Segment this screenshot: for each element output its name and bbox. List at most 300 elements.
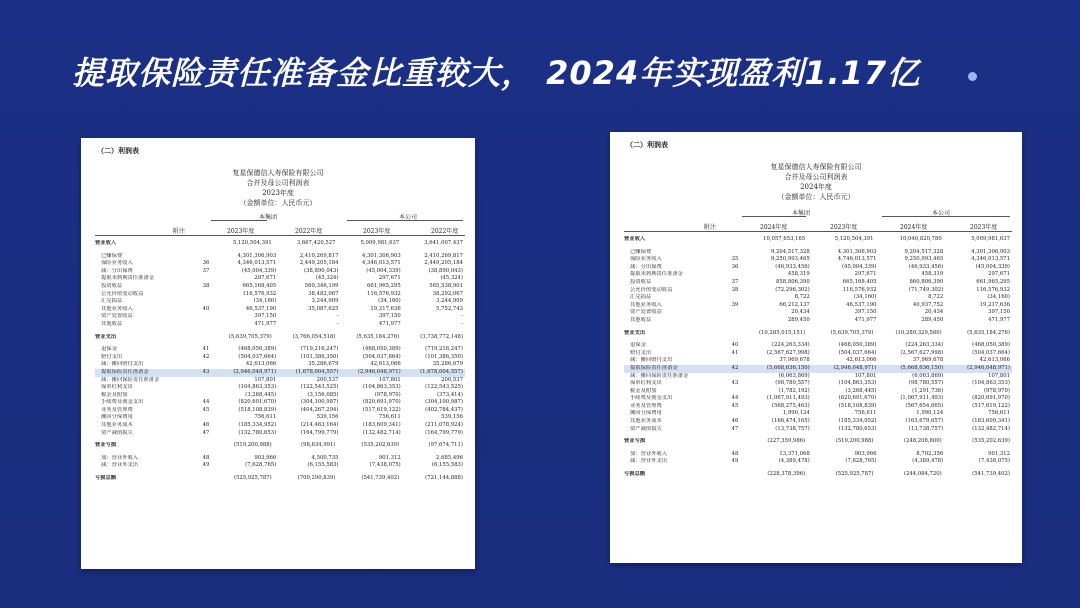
row-value: 9,250,993,465: [904, 256, 944, 263]
row-label: 其他业务成本: [630, 418, 662, 425]
row-value: 901,312: [378, 454, 401, 461]
row-label: 其他业务收入: [630, 301, 662, 308]
row-label: 投资收益: [101, 282, 123, 289]
report-year: 2023年度: [262, 189, 294, 197]
decorative-dot: [968, 72, 977, 81]
row-value: 4,301,306,903: [361, 252, 401, 259]
row-value: (6,155,583): [307, 462, 339, 469]
row-note: [725, 317, 745, 325]
income-table: [624, 236, 1012, 479]
row-value: (518,108,839): [238, 406, 277, 413]
row-value: (5,635,184,276): [967, 329, 1010, 336]
row-label: 业务及管理费: [101, 406, 133, 413]
section-heading: （二）利润表: [97, 147, 139, 155]
row-label: 营业支出: [95, 333, 117, 340]
row-value: (163,679,657): [905, 418, 944, 425]
row-value: (71,749,302): [908, 286, 944, 293]
row-value: (468,050,389): [238, 346, 277, 353]
company-label: 本公司: [399, 214, 418, 221]
row-label: 减：摊回赔付支出: [101, 361, 144, 368]
table-row: [624, 342, 1012, 350]
table-row: [95, 369, 465, 377]
row-value: (404,267,294): [300, 406, 339, 413]
row-value: (72,296,302): [775, 286, 810, 293]
row-value: (504,037,664): [972, 349, 1010, 356]
row-value: 471,977: [854, 316, 877, 323]
row-value: 903,966: [854, 450, 877, 457]
amount-unit: （金额单位：人民币元）: [239, 199, 317, 207]
row-value: 5,752,743: [436, 305, 463, 312]
row-value: (2,946,048,971): [833, 364, 877, 371]
row-value: (185,334,952): [238, 422, 277, 429]
row-value: 297,671: [378, 275, 401, 282]
col-header: 2023年度: [227, 228, 255, 235]
row-label: 提取保险责任准备金: [101, 368, 149, 375]
row-note: [196, 392, 216, 400]
row-value: 756,611: [988, 410, 1010, 417]
row-value: (519,200,988): [835, 438, 874, 445]
row-value: 297,671: [988, 271, 1010, 278]
row-note: [725, 410, 745, 418]
row-value: (34,160): [253, 298, 277, 305]
row-value: 4,301,306,903: [971, 248, 1010, 255]
row-value: 116,576,932: [976, 286, 1010, 293]
row-note: [190, 334, 210, 342]
row-value: 107,801: [854, 372, 877, 379]
row-value: 200,537: [316, 376, 339, 383]
row-value: 1,990,124: [916, 410, 944, 417]
row-value: (211,078,924): [425, 422, 463, 429]
row-value: (183,609,341): [972, 418, 1010, 425]
row-value: (2,567,627,998): [900, 349, 944, 356]
row-note: 39: [731, 301, 739, 308]
row-value: 471,977: [254, 320, 277, 327]
row-label: 业务及管理费: [630, 402, 662, 409]
row-value: (6,063,869): [912, 372, 944, 379]
table-row: [95, 334, 465, 342]
row-value: 4,301,306,903: [837, 248, 877, 255]
row-value: (700,290,839): [297, 475, 336, 482]
row-value: 901,312: [988, 450, 1010, 457]
row-value: (97,674,711): [428, 442, 463, 449]
row-value: (2,567,627,998): [766, 349, 810, 356]
row-value: (34,160): [378, 298, 401, 305]
row-note: [719, 471, 739, 479]
row-value: -: [461, 320, 463, 327]
row-value: 289,450: [787, 316, 810, 323]
col-header: 2023年度: [830, 224, 858, 231]
row-note: [190, 442, 210, 450]
row-value: (45,324): [315, 275, 339, 282]
row-value: 2,410,269,817: [424, 252, 463, 259]
row-value: (541,739,402): [972, 471, 1010, 478]
row-value: 37,969,678: [779, 357, 810, 364]
row-value: 397,150: [988, 309, 1010, 316]
row-value: (468,050,389): [362, 346, 401, 353]
row-value: (5,668,636,150): [766, 364, 810, 371]
row-label: 手续费及佣金支出: [630, 395, 673, 402]
row-label: 赔付支出: [630, 349, 652, 356]
row-value: 665,168,405: [242, 282, 277, 289]
row-value: (98,780,557): [775, 380, 810, 387]
income-statement-2023: [81, 138, 475, 569]
row-value: (5,635,184,276): [356, 333, 400, 340]
row-value: (104,863,353): [838, 380, 877, 387]
row-value: (504,037,664): [362, 353, 401, 360]
row-note: 41: [731, 349, 739, 356]
row-value: 20,434: [791, 309, 810, 316]
row-value: (46,933,456): [908, 263, 944, 270]
row-value: (1,067,911,493): [900, 395, 944, 402]
row-value: (1,291,736): [912, 387, 944, 394]
row-note: [196, 361, 216, 369]
table-row: [95, 462, 465, 470]
row-value: (3,268,445): [845, 387, 877, 394]
row-note: [719, 236, 739, 244]
row-value: (4,389,478): [912, 458, 944, 465]
row-value: (7,438,075): [978, 458, 1010, 465]
row-value: 661,965,295: [367, 282, 401, 289]
row-value: (504,037,664): [238, 353, 277, 360]
row-note: [190, 240, 210, 248]
row-value: 4,746,013,571: [837, 256, 877, 263]
row-value: (5,639,705,379): [830, 329, 874, 336]
row-note: 48: [731, 450, 739, 457]
row-value: (224,263,334): [905, 342, 944, 349]
table-row: [95, 430, 465, 438]
row-value: (164,799,779): [300, 429, 339, 436]
table-row: [95, 268, 465, 276]
row-value: 35,286,679: [432, 361, 463, 368]
row-value: 9,204,517,328: [904, 248, 944, 255]
row-value: (719,216,247): [300, 346, 339, 353]
row-value: (3,268,445): [245, 391, 277, 398]
row-value: 4,346,013,571: [971, 256, 1010, 263]
table-row: [624, 395, 1012, 403]
row-value: (10,289,329,580): [895, 329, 942, 336]
row-value: (3,766,054,518): [292, 333, 336, 340]
row-value: (10,285,015,151): [758, 329, 806, 336]
row-note: [725, 294, 745, 302]
table-row: [624, 287, 1012, 295]
row-note: 46: [731, 418, 739, 425]
row-value: (4,389,478): [778, 458, 810, 465]
row-value: (820,691,670): [838, 395, 877, 402]
row-value: (7,628,765): [845, 458, 877, 465]
row-value: 116,576,932: [842, 286, 877, 293]
row-value: (164,799,779): [425, 429, 463, 436]
row-value: 4,346,013,571: [361, 260, 401, 267]
row-label: 营业收入: [95, 240, 117, 246]
row-value: 2,449,205,184: [424, 260, 463, 267]
row-label: 营业亏损: [624, 438, 646, 445]
row-label: 加：营业外收入: [630, 450, 668, 457]
row-note: 37: [731, 278, 739, 285]
row-note: 49: [731, 458, 739, 465]
row-value: (132,482,714): [972, 425, 1010, 432]
row-label: 提取未到期责任准备金: [630, 271, 683, 278]
row-value: (104,863,353): [362, 384, 401, 391]
row-value: 10,057,653,165: [763, 236, 806, 242]
table-row: [624, 365, 1012, 373]
row-label: 退保金: [630, 342, 646, 349]
row-value: 9,204,517,328: [770, 248, 810, 255]
row-label: 赔付支出: [101, 353, 123, 360]
row-note: [196, 313, 216, 321]
table-row: [95, 346, 465, 354]
row-note: [719, 330, 739, 338]
row-value: (214,463,164): [300, 422, 339, 429]
row-label: 资产处置收益: [630, 309, 662, 316]
row-label: 减：摊回保险责任准备金: [630, 372, 689, 379]
row-value: (183,609,341): [362, 422, 401, 429]
row-value: (104,863,353): [238, 384, 277, 391]
row-note: [196, 384, 216, 392]
table-row: [624, 309, 1012, 317]
row-value: 20,434: [924, 309, 944, 316]
row-note: [190, 475, 210, 483]
row-value: 37,969,678: [912, 357, 944, 364]
row-value: 107,801: [254, 376, 277, 383]
row-label: 其他业务收入: [101, 305, 133, 312]
row-value: (518,108,839): [838, 402, 877, 409]
row-label: 提取保险责任准备金: [630, 364, 678, 371]
table-row: [624, 403, 1012, 411]
col-header: 2022年度: [295, 228, 323, 235]
row-value: 19,217,636: [370, 305, 401, 312]
row-value: 42,613,066: [979, 357, 1010, 364]
row-value: 297,671: [254, 275, 277, 282]
row-value: (567,654,665): [905, 402, 944, 409]
row-label: 亏损总额: [95, 475, 117, 482]
row-value: 565,538,901: [429, 282, 463, 289]
row-note: 35: [731, 256, 739, 263]
row-value: (122,543,525): [300, 384, 339, 391]
row-value: (98,780,557): [908, 380, 944, 387]
table-row: [624, 451, 1012, 459]
row-label: 提取未到期责任准备金: [101, 275, 154, 282]
table-row: [95, 407, 465, 415]
table-row: [624, 458, 1012, 466]
row-value: (525,925,787): [835, 471, 874, 478]
row-value: (504,037,664): [838, 349, 877, 356]
row-value: (122,543,525): [425, 384, 463, 391]
row-value: 38,292,067: [432, 290, 463, 297]
row-value: (38,890,043): [304, 267, 339, 274]
table-row: [95, 313, 465, 321]
col-header: 2024年度: [760, 224, 788, 231]
table-row: [95, 361, 465, 369]
row-value: 116,576,932: [242, 290, 277, 297]
row-note: [725, 309, 745, 317]
table-row: [624, 271, 1012, 279]
table-row: [95, 260, 465, 268]
row-value: 458,319: [787, 271, 810, 278]
col-header: 2024年度: [900, 224, 928, 231]
row-label: 摊回分保费用: [630, 410, 662, 417]
row-value: (402,784,437): [425, 406, 463, 413]
row-value: 42,613,066: [846, 357, 877, 364]
row-value: (1,678,004,557): [420, 368, 463, 375]
report-name: 合并及母公司利润表: [784, 173, 848, 181]
row-value: (132,780,653): [238, 429, 277, 436]
table-row: [624, 330, 1012, 338]
row-value: (185,334,952): [838, 418, 877, 425]
row-value: -: [336, 320, 339, 327]
row-value: (13,738,757): [908, 425, 944, 432]
row-note: 43: [731, 380, 739, 387]
row-label: 加：营业外收入: [101, 454, 139, 461]
row-label: 减：营业外支出: [630, 458, 668, 465]
slide-title: 提取保险责任准备金比重较大， 2024年实现盈利1.17亿: [72, 54, 921, 92]
table-row: [95, 414, 465, 422]
row-value: 107,801: [988, 372, 1010, 379]
row-value: 2,685,496: [436, 454, 463, 461]
row-label: 营业支出: [624, 329, 646, 336]
row-value: 397,150: [378, 313, 401, 320]
row-label: 其他收益: [101, 320, 123, 327]
row-value: (45,004,339): [366, 267, 401, 274]
row-value: 3,244,909: [311, 298, 339, 305]
group-label: 本集团: [259, 214, 278, 221]
row-value: 3,641,007,437: [424, 240, 463, 246]
row-value: (101,386,350): [300, 353, 339, 360]
table-row: [624, 380, 1012, 388]
row-value: 116,576,932: [367, 290, 401, 297]
row-label: 手续费及佣金支出: [101, 399, 144, 406]
row-value: (166,474,165): [771, 418, 810, 425]
row-value: (5,668,636,150): [900, 364, 944, 371]
row-value: 471,977: [378, 320, 401, 327]
row-value: 8,722: [928, 294, 944, 301]
table-row: [95, 399, 465, 407]
row-note: [196, 291, 216, 299]
row-value: 13,371,068: [779, 450, 810, 457]
row-value: 1,990,124: [782, 410, 810, 417]
row-note: [196, 414, 216, 422]
row-value: 8,722: [794, 294, 810, 301]
row-value: (45,004,339): [241, 267, 277, 274]
row-value: 5,120,504,391: [232, 240, 272, 246]
table-row: [624, 279, 1012, 287]
row-value: 2,410,269,817: [299, 252, 339, 259]
row-value: (535,202,639): [361, 442, 400, 449]
row-note: [719, 438, 739, 446]
row-value: 458,319: [921, 271, 944, 278]
row-label: 保险业务收入: [630, 256, 662, 263]
row-value: (224,263,334): [771, 342, 810, 349]
row-label: 其他业务成本: [101, 422, 133, 429]
table-row: [624, 373, 1012, 381]
row-value: (373,414): [436, 391, 463, 398]
row-label: 资产减值损失: [630, 425, 662, 432]
row-value: 42,613,066: [370, 361, 401, 368]
row-value: (227,359,986): [767, 438, 806, 445]
row-value: 471,977: [988, 316, 1010, 323]
table-row: [624, 426, 1012, 434]
table-row: [624, 388, 1012, 396]
row-note: [725, 249, 745, 257]
row-value: (304,100,987): [300, 399, 339, 406]
row-note: 46: [202, 422, 210, 429]
row-value: 35,087,625: [308, 305, 339, 312]
row-note: 45: [202, 406, 210, 413]
row-note: 42: [731, 364, 739, 371]
row-note: 38: [731, 286, 739, 293]
row-value: (719,216,247): [425, 346, 463, 353]
row-note: 48: [202, 454, 210, 461]
table-row: [624, 418, 1012, 426]
report-year: 2024年度: [800, 183, 832, 191]
table-row: [95, 422, 465, 430]
income-statement-2024: [610, 132, 1022, 563]
table-row: [95, 253, 465, 261]
table-row: [624, 256, 1012, 264]
row-note: 40: [731, 342, 739, 349]
col-header: 2022年度: [431, 228, 459, 235]
row-value: (45,004,339): [842, 263, 877, 270]
row-note: 37: [202, 267, 210, 274]
row-value: (34,160): [987, 294, 1010, 301]
row-note: 36: [202, 260, 210, 267]
table-row: [95, 275, 465, 283]
row-note: 38: [202, 282, 210, 289]
row-value: 10,040,820,780: [899, 236, 942, 242]
row-value: 4,301,306,903: [237, 252, 277, 259]
row-value: (978,970): [983, 387, 1010, 394]
row-note: 42: [202, 353, 210, 360]
row-value: 3,667,420,527: [296, 240, 336, 246]
row-note: 41: [202, 346, 210, 353]
row-value: 200,537: [441, 376, 463, 383]
row-value: 42,613,066: [245, 361, 277, 368]
table-row: [624, 236, 1012, 244]
note-label: 附注: [704, 224, 717, 231]
row-label: 减：摊回赔付支出: [630, 357, 673, 364]
row-value: (45,324): [440, 275, 463, 282]
row-label: 投资收益: [630, 278, 652, 285]
row-value: 46,537,190: [846, 301, 877, 308]
row-label: 已赚保费: [101, 252, 123, 259]
table-row: [95, 377, 465, 385]
row-value: 756,611: [378, 414, 401, 421]
row-label: 汇兑损益: [630, 294, 652, 301]
row-value: 756,611: [254, 414, 277, 421]
company-label: 本公司: [932, 210, 951, 217]
row-note: 47: [731, 425, 739, 432]
row-value: (3,156,085): [307, 391, 339, 398]
row-value: (525,925,787): [233, 475, 272, 482]
row-value: 5,120,504,391: [834, 236, 874, 242]
row-value: (517,619,122): [972, 402, 1010, 409]
row-note: 40: [202, 305, 210, 312]
row-value: 19,217,636: [979, 301, 1010, 308]
row-note: [196, 253, 216, 261]
row-value: (2,946,048,971): [233, 368, 277, 375]
row-note: [725, 357, 745, 365]
table-row: [624, 294, 1012, 302]
row-label: 保单红利支出: [630, 380, 662, 387]
table-row: [624, 302, 1012, 310]
table-row: [95, 306, 465, 314]
company-name: 复星保德信人寿保险有限公司: [770, 163, 862, 171]
row-value: (6,063,869): [778, 372, 810, 379]
row-value: (248,208,800): [903, 438, 942, 445]
row-value: 2,449,205,184: [299, 260, 339, 267]
row-value: (7,438,075): [369, 462, 401, 469]
row-value: 297,671: [854, 271, 877, 278]
row-value: (132,482,714): [362, 429, 401, 436]
